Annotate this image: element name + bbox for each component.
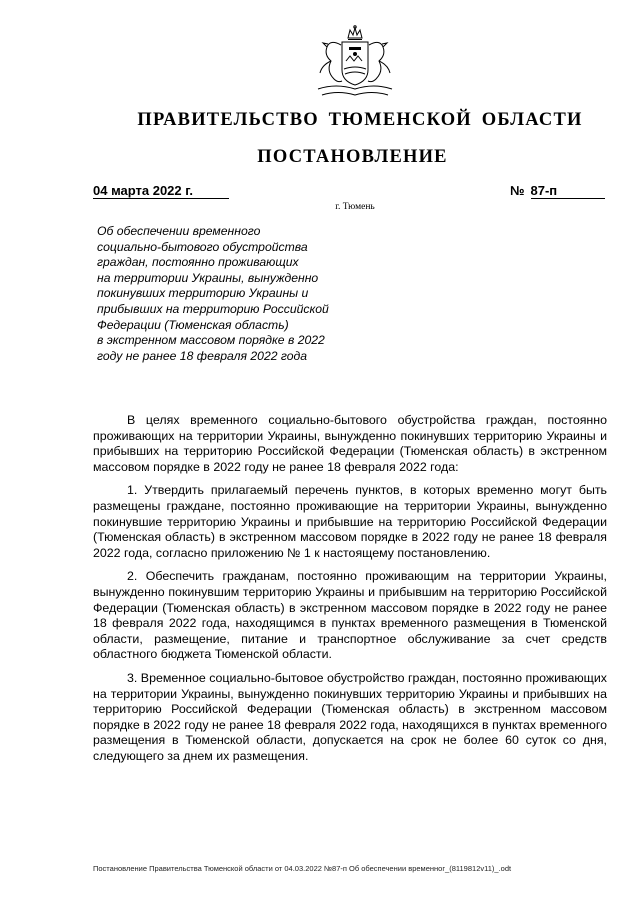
document-subject	[97, 224, 397, 364]
document-body	[93, 413, 607, 772]
number-value: 87-п	[530, 183, 558, 198]
preamble-paragraph: В целях временного социально-бытового обустройства граждан, постоянно проживающих на территории Украины, вынужденно покинувших территорию Украины и прибывших на территорию Российской Федерации (Тюменская область) в экстренном массовом порядке в 2022 году не ранее 18 февраля 2022 года:	[93, 413, 607, 474]
subject-line: граждан, постоянно проживающих	[97, 255, 299, 270]
government-title: ПРАВИТЕЛЬСТВО ТЮМЕНСКОЙ ОБЛАСТИ	[137, 110, 583, 130]
clause-2-paragraph: 2. Обеспечить гражданам, постоянно проживающим на территории Украины, вынужденно покинувшим территорию Украины и прибывшим на территорию Российской Федерации (Тюменская область) в экстренном массовом порядке в 2022 году не ранее 18 февраля 2022 года, находящимся в пунктах временного размещения в Тюменской области, размещение, питание и транспортное обслуживание за счет средств областного бюджета Тюменской области.	[93, 569, 607, 662]
subject-line: покинувших территорию Украины и	[97, 286, 309, 301]
subject-line: в экстренном массовом порядке в 2022	[97, 333, 325, 348]
subject-line: на территории Украины, вынужденно	[97, 270, 319, 285]
document-date: 04 марта 2022 г.	[93, 183, 229, 199]
subject-line: социально-бытового обустройства	[97, 239, 308, 254]
subject-line: прибывших на территорию Российской	[97, 301, 329, 316]
clause-3-paragraph: 3. Временное социально-бытовое обустройство граждан, постоянно проживающих на территории Украины, вынужденно покинувших территорию Украины и прибывших на территорию Российской Федерации (Тюменская область) в экстренном массовом порядке в 2022 году не ранее 18 февраля 2022 года, находящихся в пунктах временного размещения в Тюменской области, допускается на срок не более 60 суток со дня, следующего за днем их размещения.	[93, 670, 607, 763]
subject-line: Федерации (Тюменская область)	[97, 317, 289, 332]
document-kind: ПОСТАНОВЛЕНИЕ	[257, 147, 448, 167]
number-label: №	[510, 183, 525, 198]
subject-line: Об обеспечении временного	[97, 224, 261, 238]
clause-1-paragraph: 1. Утвердить прилагаемый перечень пунктов, в которых временно могут быть размещены граждане, постоянно проживающие на территории Украины, вынужденно покинувшие территорию Украины и прибывшие на территорию Российской Федерации (Тюменская область) в экстренном массовом порядке в 2022 году не ранее 18 февраля 2022 года, согласно приложению № 1 к настоящему постановлению.	[93, 483, 607, 560]
subject-line: году не ранее 18 февраля 2022 года	[97, 348, 308, 363]
city: г. Тюмень	[335, 202, 375, 212]
document-number	[510, 183, 605, 199]
tyumen-coat-of-arms-icon	[312, 25, 398, 101]
page-footer: Постановление Правительства Тюменской области от 04.03.2022 №87-п Об обеспечении временног_(8119812v11)_.odt	[93, 864, 512, 873]
